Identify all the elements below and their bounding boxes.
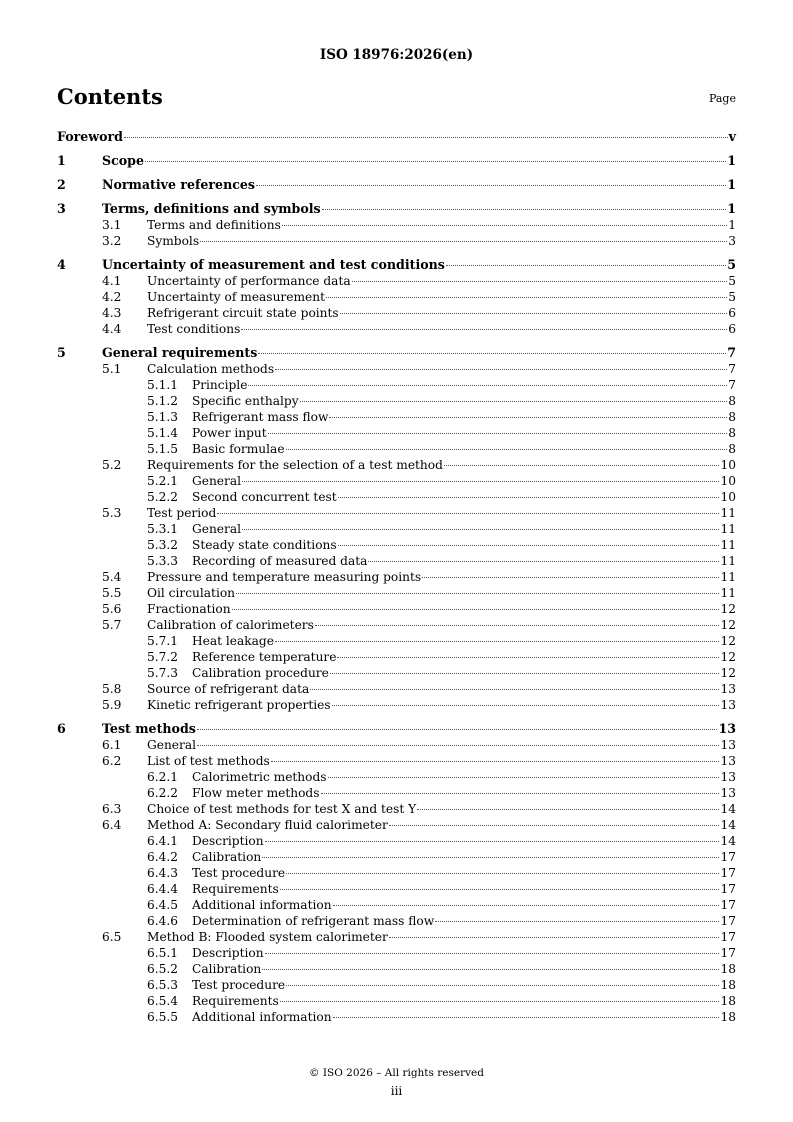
toc-entry-title[interactable]: Scope: [102, 153, 144, 168]
toc-entry-page[interactable]: 13: [720, 754, 736, 768]
toc-entry-title[interactable]: Uncertainty of performance data: [147, 274, 351, 288]
toc-entry-number: 6.5: [102, 930, 122, 944]
dot-leader: [286, 449, 728, 450]
toc-entry[interactable]: [57, 865, 736, 881]
toc-entry[interactable]: [57, 721, 736, 737]
dot-leader: [389, 825, 720, 826]
toc-entry[interactable]: [57, 153, 736, 169]
toc-entry[interactable]: [57, 929, 736, 945]
dot-leader: [352, 281, 728, 282]
toc-entry-number: 5.6: [102, 602, 122, 616]
toc-entry[interactable]: [57, 505, 736, 521]
toc-entry-number: 4: [57, 257, 66, 272]
copyright-footer: © ISO 2026 – All rights reserved: [309, 1067, 484, 1079]
toc-entry-page[interactable]: 18: [720, 1010, 736, 1024]
toc-entry-page[interactable]: 13: [720, 698, 736, 712]
toc-entry-number: 6.5.1: [147, 946, 179, 960]
toc-entry-page[interactable]: 12: [720, 666, 736, 680]
dot-leader: [315, 625, 720, 626]
dot-leader: [368, 561, 719, 562]
toc-entry-title[interactable]: Foreword: [57, 129, 123, 144]
toc-entry-number: 5.2: [102, 458, 122, 472]
dot-leader: [337, 657, 719, 658]
toc-entry-title[interactable]: Calculation methods: [147, 362, 275, 376]
dot-leader: [145, 161, 726, 162]
toc-entry[interactable]: [57, 585, 736, 601]
document-id-header: ISO 18976:2026(en): [319, 47, 474, 63]
toc-entry-page[interactable]: 14: [720, 834, 736, 848]
toc-entry-number: 5: [57, 345, 66, 360]
toc-entry-title[interactable]: Second concurrent test: [192, 490, 337, 504]
toc-entry-page[interactable]: 8: [728, 426, 736, 440]
dot-leader: [271, 761, 720, 762]
toc-entry-page[interactable]: 5: [727, 257, 736, 272]
toc-entry-page[interactable]: 1: [727, 153, 736, 168]
toc-entry-page[interactable]: 11: [720, 538, 736, 552]
toc-entry-title[interactable]: Choice of test methods for test X and test Y: [147, 802, 417, 816]
dot-leader: [265, 841, 720, 842]
toc-entry[interactable]: [57, 425, 736, 441]
dot-leader: [286, 985, 719, 986]
toc-entry[interactable]: [57, 177, 736, 193]
toc-entry-number: 6.2: [102, 754, 122, 768]
dot-leader: [232, 609, 720, 610]
page-column-label: Page: [708, 92, 736, 105]
toc-entry-title[interactable]: Uncertainty of measurement and test conditions: [102, 257, 445, 272]
toc-entry-page[interactable]: 18: [720, 994, 736, 1008]
toc-entry-page[interactable]: 13: [720, 682, 736, 696]
toc-entry[interactable]: [57, 681, 736, 697]
toc-entry-page[interactable]: 1: [727, 177, 736, 192]
dot-leader: [258, 353, 726, 354]
toc-entry-number: 5.4: [102, 570, 122, 584]
toc-entry-number: 3: [57, 201, 66, 216]
toc-entry-page[interactable]: 7: [727, 345, 736, 360]
toc-entry-title[interactable]: Source of refrigerant data: [147, 682, 310, 696]
toc-entry-page[interactable]: 11: [720, 570, 736, 584]
toc-entry[interactable]: [57, 633, 736, 649]
toc-entry-number: 6.4.3: [147, 866, 179, 880]
toc-entry-number: 5.7.1: [147, 634, 179, 648]
toc-entry-title[interactable]: General requirements: [102, 345, 258, 360]
dot-leader: [256, 185, 726, 186]
toc-entry-number: 5.3.3: [147, 554, 179, 568]
toc-entry-page[interactable]: 17: [720, 866, 736, 880]
toc-entry[interactable]: [57, 289, 736, 305]
toc-entry-page[interactable]: v: [728, 129, 736, 144]
toc-entry-title[interactable]: General: [192, 522, 241, 536]
dot-leader: [124, 137, 728, 138]
toc-entry-title[interactable]: Requirements: [192, 882, 279, 896]
toc-entry-title[interactable]: Flow meter methods: [192, 786, 320, 800]
toc-entry-page[interactable]: 3: [728, 234, 736, 248]
toc-entry-title[interactable]: Requirements for the selection of a test method: [147, 458, 443, 472]
toc-entry-number: 6.3: [102, 802, 122, 816]
toc-entry[interactable]: [57, 521, 736, 537]
toc-entry-number: 6.5.4: [147, 994, 179, 1008]
toc-entry-number: 5.1.1: [147, 378, 179, 392]
toc-entry-title[interactable]: Terms and definitions: [147, 218, 281, 232]
toc-entry[interactable]: [57, 377, 736, 393]
toc-entry-number: 5.5: [102, 586, 122, 600]
toc-entry[interactable]: [57, 849, 736, 865]
dot-leader: [340, 313, 728, 314]
toc-entry-title[interactable]: Uncertainty of measurement: [147, 290, 325, 304]
toc-entry-page[interactable]: 18: [720, 962, 736, 976]
toc-entry-number: 5.8: [102, 682, 122, 696]
toc-entry[interactable]: [57, 601, 736, 617]
toc-entry[interactable]: [57, 233, 736, 249]
toc-entry-number: 5.3.2: [147, 538, 179, 552]
toc-entry[interactable]: [57, 737, 736, 753]
toc-entry-title[interactable]: Calibration procedure: [192, 666, 329, 680]
toc-entry-title[interactable]: Kinetic refrigerant properties: [147, 698, 331, 712]
toc-entry-number: 5.7.2: [147, 650, 179, 664]
dot-leader: [435, 921, 719, 922]
toc-entry-page[interactable]: 7: [728, 378, 736, 392]
toc-entry-title[interactable]: Specific enthalpy: [192, 394, 299, 408]
toc-entry-page[interactable]: 12: [720, 650, 736, 664]
toc-entry-title[interactable]: Power input: [192, 426, 267, 440]
dot-leader: [338, 497, 720, 498]
toc-entry-page[interactable]: 11: [720, 522, 736, 536]
toc-entry[interactable]: [57, 489, 736, 505]
toc-entry-number: 4.4: [102, 322, 122, 336]
toc-entry-page[interactable]: 6: [728, 306, 736, 320]
toc-entry-number: 2: [57, 177, 66, 192]
toc-entry-page[interactable]: 17: [720, 930, 736, 944]
toc-entry-title[interactable]: Reference temperature: [192, 650, 337, 664]
toc-entry-title[interactable]: Method A: Secondary fluid calorimeter: [147, 818, 388, 832]
toc-entry-title[interactable]: Test procedure: [192, 978, 286, 992]
toc-entry-number: 6.4.2: [147, 850, 179, 864]
toc-entry-page[interactable]: 17: [720, 914, 736, 928]
toc-entry-title[interactable]: Recording of measured data: [192, 554, 368, 568]
dot-leader: [333, 1017, 720, 1018]
toc-entry-page[interactable]: 12: [720, 634, 736, 648]
dot-leader: [262, 969, 719, 970]
toc-entry[interactable]: [57, 345, 736, 361]
dot-leader: [286, 873, 719, 874]
dot-leader: [241, 329, 727, 330]
toc-entry-number: 5.1: [102, 362, 122, 376]
toc-entry[interactable]: [57, 569, 736, 585]
toc-entry[interactable]: [57, 833, 736, 849]
toc-entry-page[interactable]: 13: [718, 721, 736, 736]
toc-entry[interactable]: [57, 257, 736, 273]
toc-entry-title[interactable]: General: [147, 738, 196, 752]
dot-leader: [242, 481, 719, 482]
toc-entry-page[interactable]: 8: [728, 394, 736, 408]
toc-entry[interactable]: [57, 785, 736, 801]
toc-entry-number: 6.2.1: [147, 770, 179, 784]
dot-leader: [389, 937, 720, 938]
toc-entry-title[interactable]: Fractionation: [147, 602, 231, 616]
toc-entry-title[interactable]: Terms, definitions and symbols: [102, 201, 321, 216]
toc-entry[interactable]: [57, 217, 736, 233]
toc-entry-number: 6.4.5: [147, 898, 179, 912]
toc-entry[interactable]: [57, 409, 736, 425]
toc-entry[interactable]: [57, 897, 736, 913]
dot-leader: [444, 465, 720, 466]
toc-entry-title[interactable]: Test procedure: [192, 866, 286, 880]
toc-entry[interactable]: [57, 473, 736, 489]
dot-leader: [333, 905, 720, 906]
toc-entry-number: 3.1: [102, 218, 122, 232]
dot-leader: [329, 417, 727, 418]
dot-leader: [242, 529, 719, 530]
toc-entry[interactable]: [57, 305, 736, 321]
toc-entry[interactable]: [57, 801, 736, 817]
toc-entry[interactable]: [57, 273, 736, 289]
toc-entry-number: 6.5.2: [147, 962, 179, 976]
toc-entry[interactable]: [57, 393, 736, 409]
toc-entry-number: 5.9: [102, 698, 122, 712]
dot-leader: [275, 641, 720, 642]
toc-entry-page[interactable]: 1: [728, 218, 736, 232]
toc-entry-page[interactable]: 17: [720, 882, 736, 896]
toc-entry-number: 6.4.6: [147, 914, 179, 928]
toc-entry-title[interactable]: Normative references: [102, 177, 256, 192]
toc-entry-page[interactable]: 13: [720, 770, 736, 784]
toc-entry-number: 5.1.2: [147, 394, 179, 408]
contents-title: Contents: [57, 84, 163, 109]
toc-entry-title[interactable]: Description: [192, 834, 264, 848]
dot-leader: [338, 545, 720, 546]
toc-entry-page[interactable]: 11: [720, 586, 736, 600]
dot-leader: [321, 793, 720, 794]
toc-entry-title[interactable]: Basic formulae: [192, 442, 285, 456]
table-of-contents: [57, 129, 736, 1025]
toc-entry-number: 3.2: [102, 234, 122, 248]
toc-entry[interactable]: [57, 753, 736, 769]
toc-entry-page[interactable]: 13: [720, 738, 736, 752]
toc-entry-title[interactable]: Test period: [147, 506, 217, 520]
toc-entry-title[interactable]: Determination of refrigerant mass flow: [192, 914, 435, 928]
dot-leader: [328, 777, 720, 778]
toc-entry-page[interactable]: 14: [720, 802, 736, 816]
toc-entry-number: 5.1.5: [147, 442, 179, 456]
page-number: iii: [390, 1084, 403, 1098]
dot-leader: [300, 401, 728, 402]
toc-entry[interactable]: [57, 129, 736, 145]
toc-entry[interactable]: [57, 617, 736, 633]
dot-leader: [275, 369, 727, 370]
toc-entry-title[interactable]: Oil circulation: [147, 586, 236, 600]
dot-leader: [330, 673, 720, 674]
dot-leader: [326, 297, 727, 298]
toc-entry-number: 5.3: [102, 506, 122, 520]
toc-entry[interactable]: [57, 649, 736, 665]
toc-entry-number: 5.2.1: [147, 474, 179, 488]
toc-entry-number: 4.2: [102, 290, 122, 304]
toc-entry-title[interactable]: Description: [192, 946, 264, 960]
toc-entry-title[interactable]: Additional information: [192, 1010, 332, 1024]
dot-leader: [310, 689, 719, 690]
toc-entry[interactable]: [57, 881, 736, 897]
toc-entry-page[interactable]: 14: [720, 818, 736, 832]
dot-leader: [236, 593, 719, 594]
toc-entry-title[interactable]: Pressure and temperature measuring points: [147, 570, 422, 584]
toc-entry-number: 5.1.3: [147, 410, 179, 424]
toc-entry-number: 6.2.2: [147, 786, 179, 800]
toc-entry-page[interactable]: 12: [720, 602, 736, 616]
toc-entry-number: 5.3.1: [147, 522, 179, 536]
toc-entry-number: 6.1: [102, 738, 122, 752]
toc-entry[interactable]: [57, 1009, 736, 1025]
toc-entry-number: 5.2.2: [147, 490, 179, 504]
dot-leader: [262, 857, 719, 858]
toc-entry-title[interactable]: Refrigerant mass flow: [192, 410, 329, 424]
toc-entry-title[interactable]: Calibration: [192, 962, 262, 976]
dot-leader: [322, 209, 727, 210]
toc-entry-page[interactable]: 10: [720, 490, 736, 504]
toc-entry-title[interactable]: Refrigerant circuit state points: [147, 306, 339, 320]
dot-leader: [282, 225, 727, 226]
toc-entry[interactable]: [57, 993, 736, 1009]
toc-entry[interactable]: [57, 553, 736, 569]
toc-entry[interactable]: [57, 961, 736, 977]
toc-entry-number: 6.4.1: [147, 834, 179, 848]
toc-entry-title[interactable]: Calibration of calorimeters: [147, 618, 314, 632]
toc-entry[interactable]: [57, 945, 736, 961]
toc-entry-title[interactable]: Additional information: [192, 898, 332, 912]
toc-entry[interactable]: [57, 977, 736, 993]
toc-entry-title[interactable]: Method B: Flooded system calorimeter: [147, 930, 388, 944]
toc-entry-number: 5.7.3: [147, 666, 179, 680]
toc-entry-page[interactable]: 5: [728, 290, 736, 304]
dot-leader: [268, 433, 728, 434]
dot-leader: [280, 889, 720, 890]
toc-entry-number: 6.5.5: [147, 1010, 179, 1024]
toc-entry[interactable]: [57, 457, 736, 473]
toc-entry-page[interactable]: 8: [728, 442, 736, 456]
toc-entry[interactable]: [57, 361, 736, 377]
dot-leader: [265, 953, 720, 954]
toc-entry-title[interactable]: Calorimetric methods: [192, 770, 327, 784]
toc-entry-number: 6: [57, 721, 66, 736]
dot-leader: [417, 809, 719, 810]
toc-entry-number: 5.7: [102, 618, 122, 632]
toc-entry-number: 6.5.3: [147, 978, 179, 992]
dot-leader: [200, 241, 727, 242]
toc-entry-number: 6.4: [102, 818, 122, 832]
toc-entry-page[interactable]: 13: [720, 786, 736, 800]
dot-leader: [197, 745, 719, 746]
dot-leader: [248, 385, 727, 386]
toc-entry-page[interactable]: 12: [720, 618, 736, 632]
toc-entry-title[interactable]: Heat leakage: [192, 634, 274, 648]
dot-leader: [280, 1001, 720, 1002]
toc-entry-page[interactable]: 5: [728, 274, 736, 288]
toc-entry-title[interactable]: Calibration: [192, 850, 262, 864]
toc-entry-page[interactable]: 8: [728, 410, 736, 424]
toc-entry-title[interactable]: Requirements: [192, 994, 279, 1008]
toc-entry-title[interactable]: List of test methods: [147, 754, 270, 768]
toc-entry[interactable]: [57, 201, 736, 217]
toc-entry-page[interactable]: 10: [720, 474, 736, 488]
toc-entry-page[interactable]: 17: [720, 850, 736, 864]
toc-entry-title[interactable]: Steady state conditions: [192, 538, 337, 552]
dot-leader: [197, 729, 718, 730]
toc-entry-title[interactable]: Symbols: [147, 234, 200, 248]
toc-entry[interactable]: [57, 817, 736, 833]
toc-entry-title[interactable]: General: [192, 474, 241, 488]
toc-entry-number: 1: [57, 153, 66, 168]
toc-entry-page[interactable]: 17: [720, 946, 736, 960]
toc-entry[interactable]: [57, 769, 736, 785]
toc-entry-number: 4.3: [102, 306, 122, 320]
toc-entry-title[interactable]: Test methods: [102, 721, 196, 736]
toc-entry-page[interactable]: 7: [728, 362, 736, 376]
dot-leader: [332, 705, 720, 706]
toc-entry-page[interactable]: 1: [727, 201, 736, 216]
toc-entry-number: 6.4.4: [147, 882, 179, 896]
toc-entry[interactable]: [57, 321, 736, 337]
toc-entry-title[interactable]: Principle: [192, 378, 248, 392]
toc-entry-number: 5.1.4: [147, 426, 179, 440]
toc-entry[interactable]: [57, 441, 736, 457]
toc-entry[interactable]: [57, 697, 736, 713]
toc-entry[interactable]: [57, 665, 736, 681]
toc-entry-page[interactable]: 18: [720, 978, 736, 992]
dot-leader: [446, 265, 726, 266]
toc-entry[interactable]: [57, 537, 736, 553]
toc-entry-page[interactable]: 10: [720, 458, 736, 472]
toc-entry-page[interactable]: 11: [720, 554, 736, 568]
toc-entry-page[interactable]: 11: [720, 506, 736, 520]
toc-entry-number: 4.1: [102, 274, 122, 288]
toc-entry[interactable]: [57, 913, 736, 929]
dot-leader: [422, 577, 719, 578]
toc-entry-title[interactable]: Test conditions: [147, 322, 241, 336]
toc-entry-page[interactable]: 17: [720, 898, 736, 912]
toc-entry-page[interactable]: 6: [728, 322, 736, 336]
dot-leader: [217, 513, 719, 514]
